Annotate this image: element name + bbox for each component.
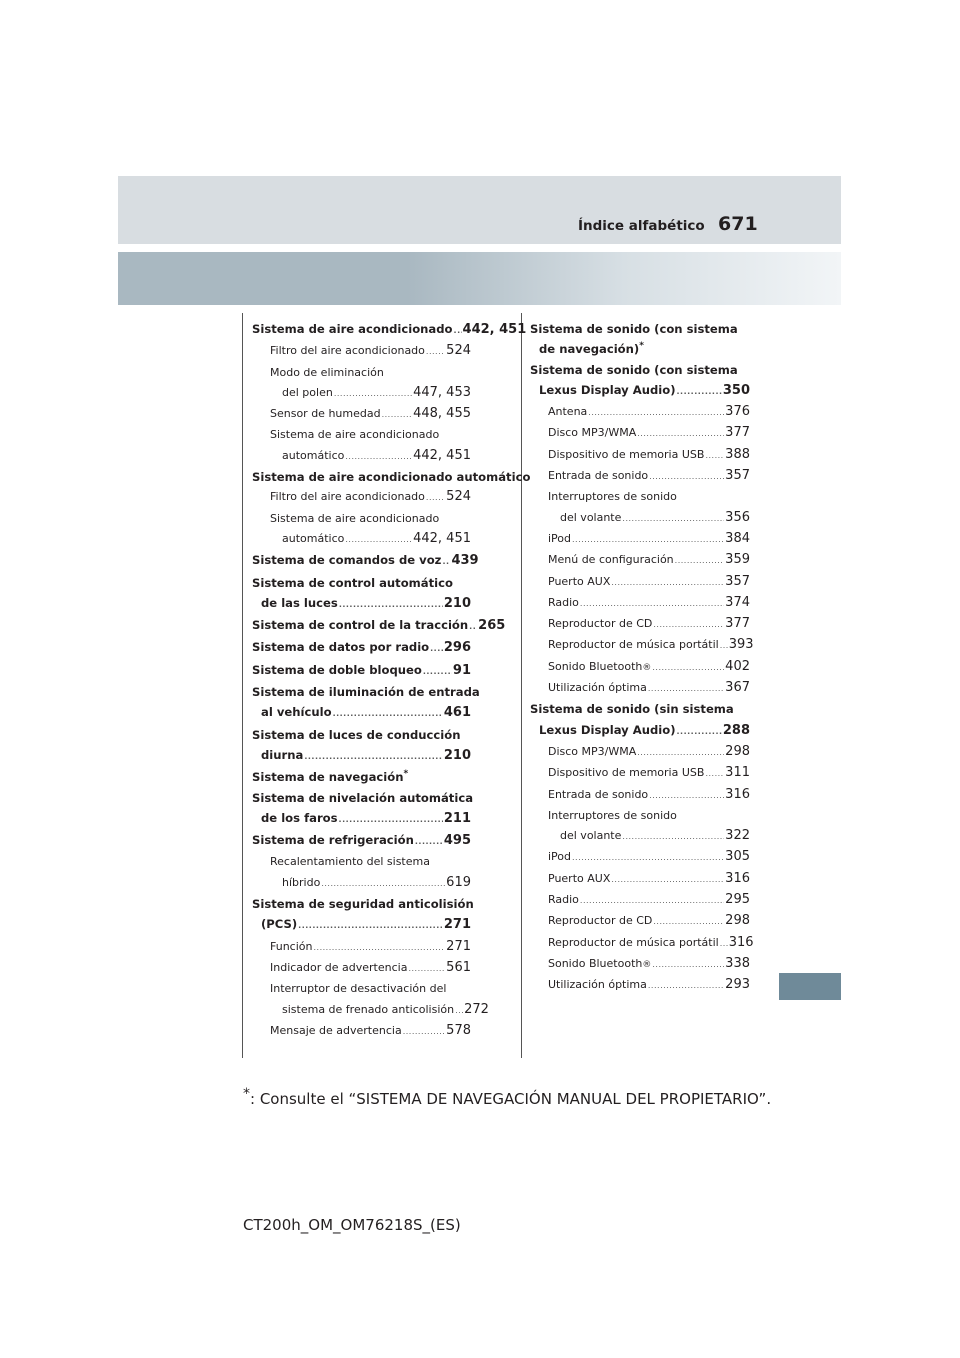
index-entry [252,745,471,767]
leader-dots [339,595,443,615]
index-entry-label: Sistema de datos por radio [252,640,430,655]
index-entry [530,360,750,380]
index-entry-page: 296 [443,640,471,656]
index-entry-page: 316 [728,934,754,950]
leader-dots [720,636,728,656]
index-entry [252,467,531,487]
index-entry [252,383,471,404]
index-entry-page: 271 [443,917,471,933]
leader-dots [677,722,722,742]
index-entry-label: Sistema de sonido (sin sistema [530,702,734,717]
index-entry [530,890,750,911]
leader-dots [611,870,724,890]
index-entry-label: Entrada de sonido [548,469,649,483]
leader-dots [430,639,443,659]
index-entry-label: del volante [560,829,622,843]
footnote-text: : Consulte el “SISTEMA DE NAVEGACIÓN MANUAL DEL PROPIETARIO”. [250,1090,772,1108]
index-entry-label: Sistema de luces de conducción [252,727,461,742]
index-entry-label: Entrada de sonido [548,787,649,801]
index-entry-label: Disco MP3/WMA [548,744,637,758]
index-entry-label: Interruptores de sonido [548,490,677,504]
leader-dots [415,832,443,852]
leader-dots [720,934,728,954]
leader-dots [423,662,452,682]
index-entry-label: Sistema de comandos de voz [252,553,442,568]
index-entry-page: 288 [722,722,750,738]
leader-dots [580,891,724,911]
leader-dots [469,617,477,637]
index-entry [530,593,750,614]
index-entry-label: del volante [560,510,622,524]
index-entry-label: automático [282,531,345,545]
index-entry [530,699,750,719]
index-entry [252,808,471,830]
index-entry-page: 356 [725,509,750,525]
index-entry-page: 524 [446,343,471,359]
index-entry-page: 298 [725,743,750,759]
index-entry [252,1021,471,1042]
index-entry-label: Sistema de refrigeración [252,833,414,848]
index-entry [252,725,471,745]
index-entry [530,826,750,847]
index-entry [252,937,471,958]
index-entry-label: Filtro del aire acondicionado [270,344,425,358]
leader-dots [588,403,724,423]
index-entry-page: 377 [725,616,750,632]
index-entry-label: Lexus Display Audio) [539,722,676,737]
index-entry-label: automático [282,448,345,462]
right-column-rule [521,313,522,1058]
index-entry-label: Indicador de advertencia [270,960,408,974]
leader-dots [408,959,445,979]
index-entry [530,763,750,784]
leader-dots [705,764,724,784]
index-entry [252,767,471,787]
leader-dots [637,743,724,763]
leader-dots [334,384,412,404]
index-entry-page: 524 [446,489,471,505]
left-column-rule [242,313,243,1058]
index-entry-page: 350 [722,382,750,398]
index-entry [252,363,471,383]
index-entry [252,702,471,724]
leader-dots [345,530,412,550]
leader-dots [442,552,450,572]
index-entry [252,852,471,872]
index-entry [252,404,471,425]
index-entry-page: 295 [725,892,750,908]
index-entry [252,573,471,593]
index-entry-page: 293 [725,977,750,993]
document-code: CT200h_OM_OM76218S_(ES) [243,1216,461,1234]
index-entry-label: Reproductor de música portátil [548,638,719,652]
index-entry-page: 388 [725,446,750,462]
index-entry [252,615,506,637]
index-entry [252,830,471,852]
leader-dots [677,382,722,402]
leader-dots [652,955,724,975]
index-entry-label: Mensaje de advertencia [270,1023,402,1037]
index-entry [252,873,471,894]
leader-dots [454,321,462,341]
leader-dots [339,810,443,830]
index-entry-page: 561 [446,959,471,975]
index-entry [530,319,750,339]
index-entry-label: Recalentamiento del sistema [270,855,430,869]
index-entry-label: Disco MP3/WMA [548,426,637,440]
index-entry-label: Interruptor de desactivación del [270,982,447,996]
index-entry [252,509,471,529]
leader-dots [675,551,725,571]
index-entry-star: * [639,341,644,352]
index-entry-page: 367 [725,680,750,696]
index-entry [530,550,750,571]
index-entry [530,678,750,699]
index-entry-page: 442, 451 [413,530,471,546]
leader-dots [403,1022,445,1042]
index-entry-label: Sistema de sonido (con sistema [530,362,738,377]
index-entry-page: 210 [443,747,471,763]
index-entry-page: 402 [725,658,750,674]
index-entry-page: 461 [443,705,471,721]
index-entry-label: Dispositivo de memoria USB [548,766,705,780]
index-entry-page: 619 [446,874,471,890]
leader-dots [345,447,412,467]
index-entry-page: 393 [728,637,754,653]
index-entry [252,682,480,702]
index-entry [530,572,750,593]
leader-dots [426,488,445,508]
index-entry-page: 211 [443,810,471,826]
leader-dots [455,1001,463,1021]
index-entry [252,1000,489,1021]
index-right-column [530,319,754,997]
index-entry-label: Sistema de control automático [252,575,453,590]
index-entry-label: de las luces [261,595,338,610]
index-entry-page: 338 [725,955,750,971]
index-entry-label: iPod [548,531,572,545]
index-entry [252,914,471,936]
index-entry-page: 442, 451 [413,447,471,463]
page-title: Índice alfabético [578,218,705,234]
section-tab [779,973,841,1000]
index-entry-page: 210 [443,595,471,611]
index-entry [252,446,471,467]
index-entry-star: * [403,769,409,780]
index-entry-page: 447, 453 [413,384,471,400]
index-entry [530,742,750,763]
index-entry-label: Sistema de aire acondicionado [270,428,440,442]
index-entry-label: iPod [548,850,572,864]
index-entry-label: diurna [261,747,304,762]
index-entry-page: 271 [446,938,471,954]
leader-dots [648,679,724,699]
index-entry [530,402,750,423]
index-left-column [252,319,531,1042]
index-entry-label: Sistema de seguridad anticolisión [252,897,474,912]
index-entry-label: Puerto AUX [548,871,611,885]
leader-dots [572,848,724,868]
index-entry [252,529,471,550]
index-entry-label: Puerto AUX [548,574,611,588]
index-entry-page: 439 [451,553,479,569]
index-entry [530,847,750,868]
index-entry-page: 91 [452,662,471,678]
index-entry-label: (PCS) [261,917,298,932]
page-number: 671 [718,213,758,235]
index-entry [252,958,471,979]
leader-dots [313,938,445,958]
index-entry-label: al vehículo [261,705,332,720]
index-entry-label: Sensor de humedad [270,407,381,421]
index-entry [530,423,750,444]
index-entry-label: Sonido Bluetooth [548,956,643,970]
index-entry-label: Utilización óptima [548,978,647,992]
leader-dots [382,405,413,425]
index-entry-label: Radio [548,595,579,609]
index-entry-label: de los faros [261,810,338,825]
index-entry [530,508,750,529]
index-entry [530,380,750,402]
index-entry [530,720,750,742]
index-entry [530,466,750,487]
leader-dots [298,916,443,936]
index-entry-label: Radio [548,893,579,907]
index-entry-label: Reproductor de CD [548,914,653,928]
index-entry [252,894,474,914]
leader-dots [304,747,443,767]
leader-dots [637,424,724,444]
index-entry-page: 305 [725,849,750,865]
index-entry-page: 448, 455 [413,406,471,422]
index-entry-label: del polen [282,385,333,399]
index-entry [252,341,471,362]
index-entry-page: 374 [725,594,750,610]
index-entry [252,660,471,682]
index-entry-label: Sistema de aire acondicionado automático [252,470,531,485]
leader-dots [622,827,724,847]
index-entry-page: 265 [478,618,506,634]
index-entry-label: Sistema de control de la tracción [252,618,469,633]
leader-dots [622,509,724,529]
index-entry-page: 316 [725,870,750,886]
index-entry [252,979,471,999]
leader-dots [649,786,724,806]
index-entry-label: Sistema de iluminación de entrada [252,685,480,700]
index-entry-label: Sistema de sonido (con sistema [530,322,738,336]
index-entry [530,975,750,996]
leader-dots [572,530,724,550]
index-entry [530,445,750,466]
index-entry-label: sistema de frenado anticolisión [282,1002,455,1016]
index-entry [530,529,750,550]
index-entry-label: Menú de configuración [548,553,674,567]
index-entry-label: Utilización óptima [548,681,647,695]
index-entry-label: Sistema de doble bloqueo [252,662,422,677]
leader-dots [333,704,443,724]
index-entry-page: 357 [725,573,750,589]
leader-dots [652,658,724,678]
index-entry-page: 322 [725,828,750,844]
index-entry [252,550,479,572]
footnote-star: * [243,1086,250,1102]
index-entry-page: 384 [725,530,750,546]
index-entry: Sonido Bluetooth ® ..... 338 [530,954,750,975]
index-entry [530,933,754,954]
index-entry [530,911,750,932]
index-entry-label: Modo de eliminación [270,365,384,379]
index-entry [252,319,527,341]
index-entry-label: Lexus Display Audio) [539,382,676,397]
index-entry-label: Antena [548,405,588,419]
index-entry-page: 359 [725,552,750,568]
index-entry-page: 495 [443,833,471,849]
leader-dots [580,594,724,614]
leader-dots [653,912,724,932]
footnote [243,1086,772,1108]
index-entry-page: 272 [464,1001,489,1017]
index-entry [530,806,750,826]
index-entry-label: Reproductor de música portátil [548,935,719,949]
leader-dots [648,976,724,996]
leader-dots [705,446,724,466]
index-entry [252,487,471,508]
index-entry [252,637,471,659]
index-entry [252,788,474,808]
leader-dots [321,874,445,894]
leader-dots [649,467,724,487]
index-entry-label: Reproductor de CD [548,617,653,631]
index-entry-page: 357 [725,468,750,484]
index-entry-label: Función [270,939,313,953]
index-entry-page: 442, 451 [462,322,527,337]
index-entry [530,869,750,890]
header-gradient-band [118,252,841,305]
index-entry-page: 578 [446,1022,471,1038]
index-entry-label: Sistema de aire acondicionado [270,511,440,525]
index-entry [530,339,750,359]
leader-dots [611,573,724,593]
index-entry [252,425,471,445]
index-entry-page: 376 [725,404,750,420]
leader-dots [426,342,445,362]
index-entry-page: 316 [725,786,750,802]
index-entry: Sonido Bluetooth ® ..... 402 [530,657,750,678]
index-entry [530,614,750,635]
index-entry-label: híbrido [282,875,321,889]
index-entry [530,785,750,806]
index-entry [252,593,471,615]
index-entry-label: Sonido Bluetooth [548,659,643,673]
index-entry [530,635,754,656]
index-entry-label: Sistema de navegación [252,770,404,785]
index-entry-label: Sistema de nivelación automática [252,790,474,805]
index-entry-page: 377 [725,425,750,441]
index-entry-label: Filtro del aire acondicionado [270,490,425,504]
index-entry [530,487,750,507]
index-entry-label: Dispositivo de memoria USB [548,447,705,461]
index-entry-label: Interruptores de sonido [548,808,677,822]
index-entry-label: Sistema de aire acondicionado [252,322,453,336]
index-entry-label: de navegación) [539,342,640,357]
index-entry-page: 311 [725,765,750,781]
leader-dots [653,615,724,635]
index-entry-page: 298 [725,913,750,929]
